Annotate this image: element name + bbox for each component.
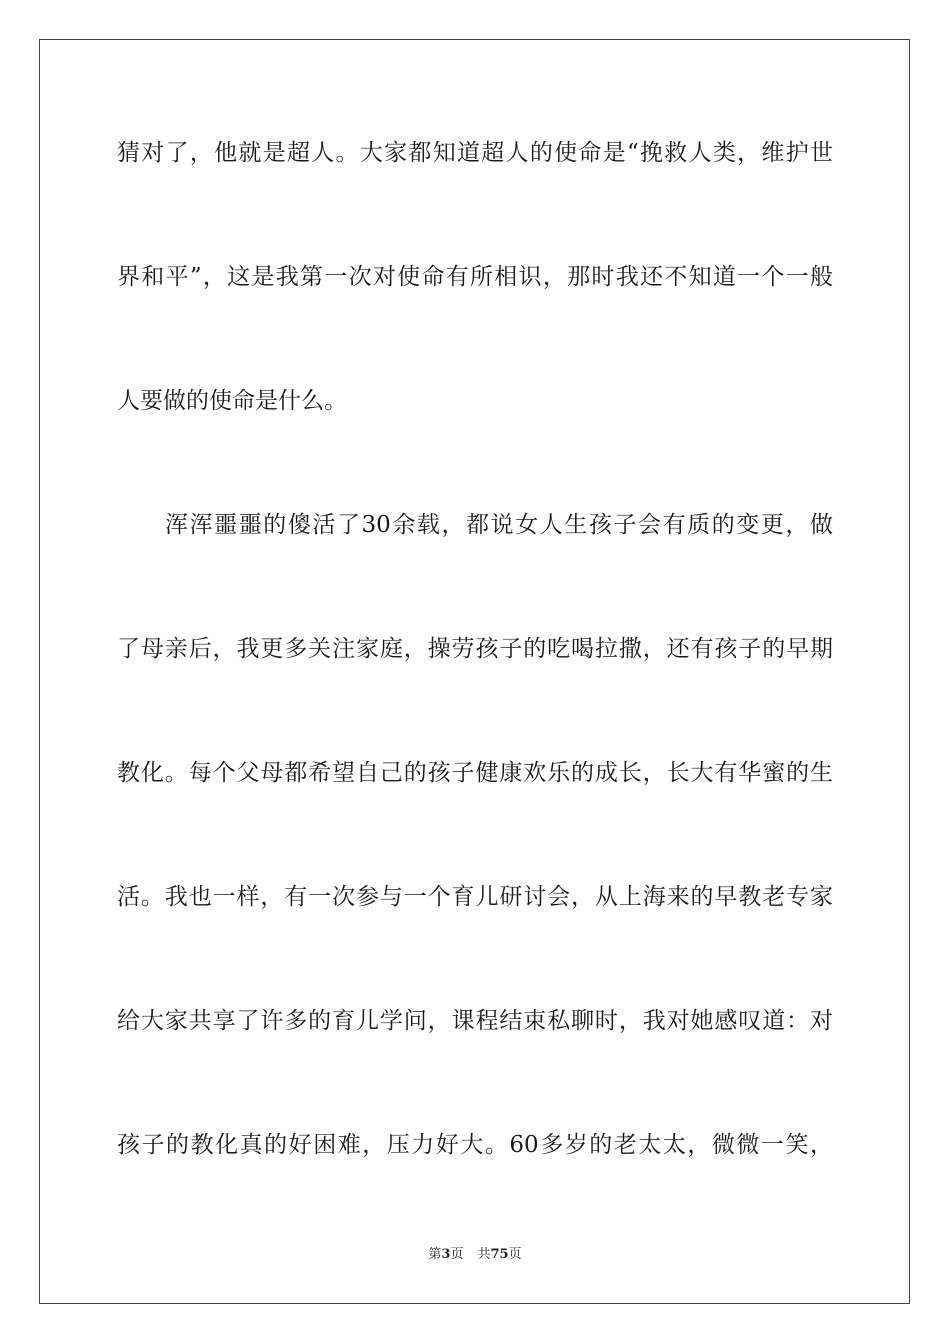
text-line-4: 浑浑噩噩的傻活了30余载，都说女人生孩子会有质的变更，做 xyxy=(165,512,833,538)
text-line-1: 猜对了，他就是超人。大家都知道超人的使命是“挽救人类，维护世 xyxy=(117,140,833,166)
text-line-8: 给大家共享了许多的育儿学问，课程结束私聊时，我对她感叹道：对 xyxy=(117,1008,833,1034)
page-border xyxy=(39,39,910,1304)
text-line-7: 活。我也一样，有一次参与一个育儿研讨会，从上海来的早教老专家 xyxy=(117,884,833,910)
text-line-9: 孩子的教化真的好困难，压力好大。60多岁的老太太，微微一笑， xyxy=(117,1132,833,1158)
page-suffix: 页 xyxy=(450,1247,464,1262)
page-footer xyxy=(0,1246,950,1264)
text-line-2: 界和平”，这是我第一次对使命有所相识，那时我还不知道一个一般 xyxy=(117,264,833,290)
page-number: 3 xyxy=(441,1247,451,1262)
page-prefix: 第 xyxy=(428,1247,442,1262)
text-line-6: 教化。每个父母都希望自己的孩子健康欢乐的成长，长大有华蜜的生 xyxy=(117,760,833,786)
text-line-3: 人要做的使命是什么。 xyxy=(117,388,347,414)
text-line-5: 了母亲后，我更多关注家庭，操劳孩子的吃喝拉撒，还有孩子的早期 xyxy=(117,636,833,662)
total-pages: 75 xyxy=(490,1247,509,1262)
total-suffix: 页 xyxy=(508,1247,522,1262)
total-prefix: 共 xyxy=(477,1247,491,1262)
